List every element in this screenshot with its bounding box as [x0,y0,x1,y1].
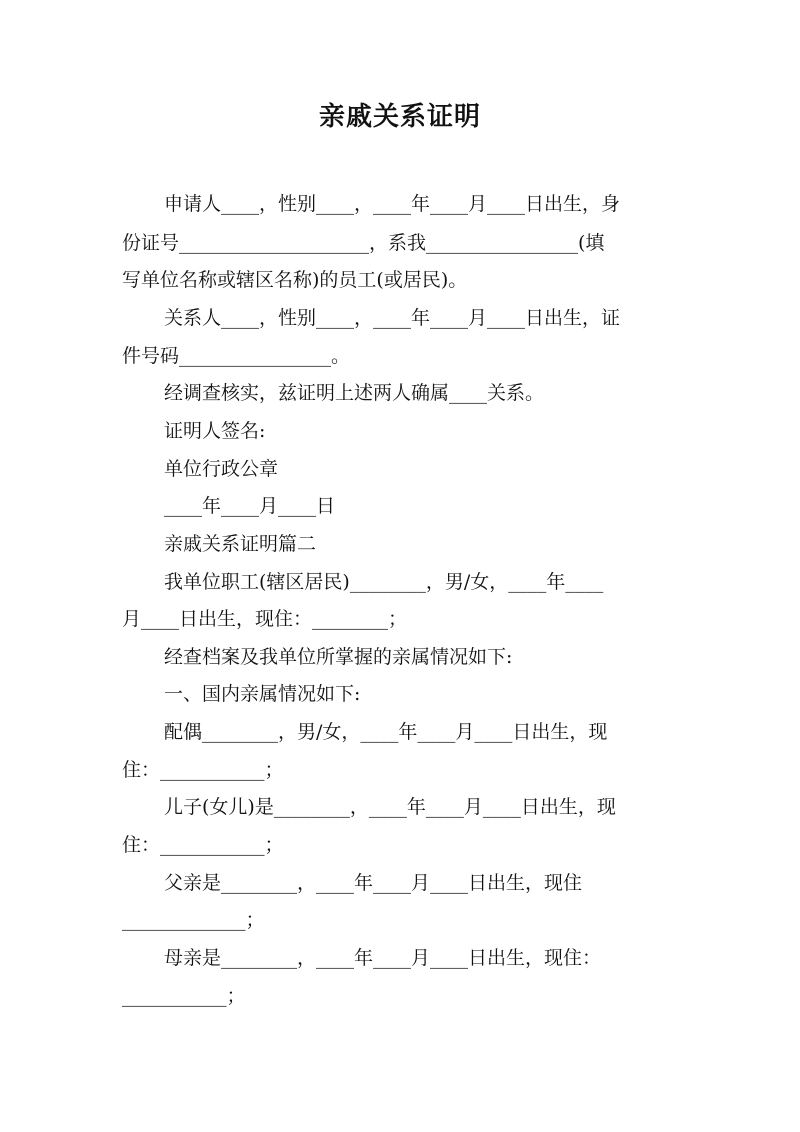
paragraph-line: 我单位职工(辖区居民)________，男/女，____年____ [164,571,604,593]
paragraph-line: 配偶________，男/女，____年____月____日出生，现 [164,721,608,743]
paragraph-line: _____________； [122,909,265,931]
paragraph-line: 经查档案及我单位所掌握的亲属情况如下: [164,646,513,668]
paragraph-line: 件号码________________。 [122,345,351,367]
paragraph-line: 经调查核实，兹证明上述两人确属____关系。 [164,382,545,404]
paragraph-line: 申请人____，性别____，____年____月____日出生，身 [164,193,621,215]
paragraph-line: 月____日出生，现住：________； [122,608,408,630]
document-title: 亲戚关系证明 [318,102,481,132]
paragraph-line: 证明人签名: [164,420,266,442]
paragraph-line: 关系人____，性别____，____年____月____日出生，证 [164,307,621,329]
paragraph-line: 亲戚关系证明篇二 [164,533,317,555]
paragraph-line: 父亲是________，____年____月____日出生，现住 [164,872,583,894]
paragraph-line: 住：___________； [122,759,284,781]
paragraph-line: 写单位名称或辖区名称)的员工(或居民)。 [122,269,468,291]
paragraph-line: ___________； [122,985,246,1007]
paragraph-line: 儿子(女儿)是________，____年____月____日出生，现 [164,796,616,818]
paragraph-line: 母亲是________，____年____月____日出生，现住： [164,947,602,969]
paragraph-line: ____年____月____日 [164,495,336,517]
paragraph-line: 住：___________； [122,834,284,856]
paragraph-line: 份证号____________________，系我________________(填 [122,232,605,254]
paragraph-line: 单位行政公章 [164,458,279,480]
paragraph-line: 一、国内亲属情况如下: [164,683,361,705]
